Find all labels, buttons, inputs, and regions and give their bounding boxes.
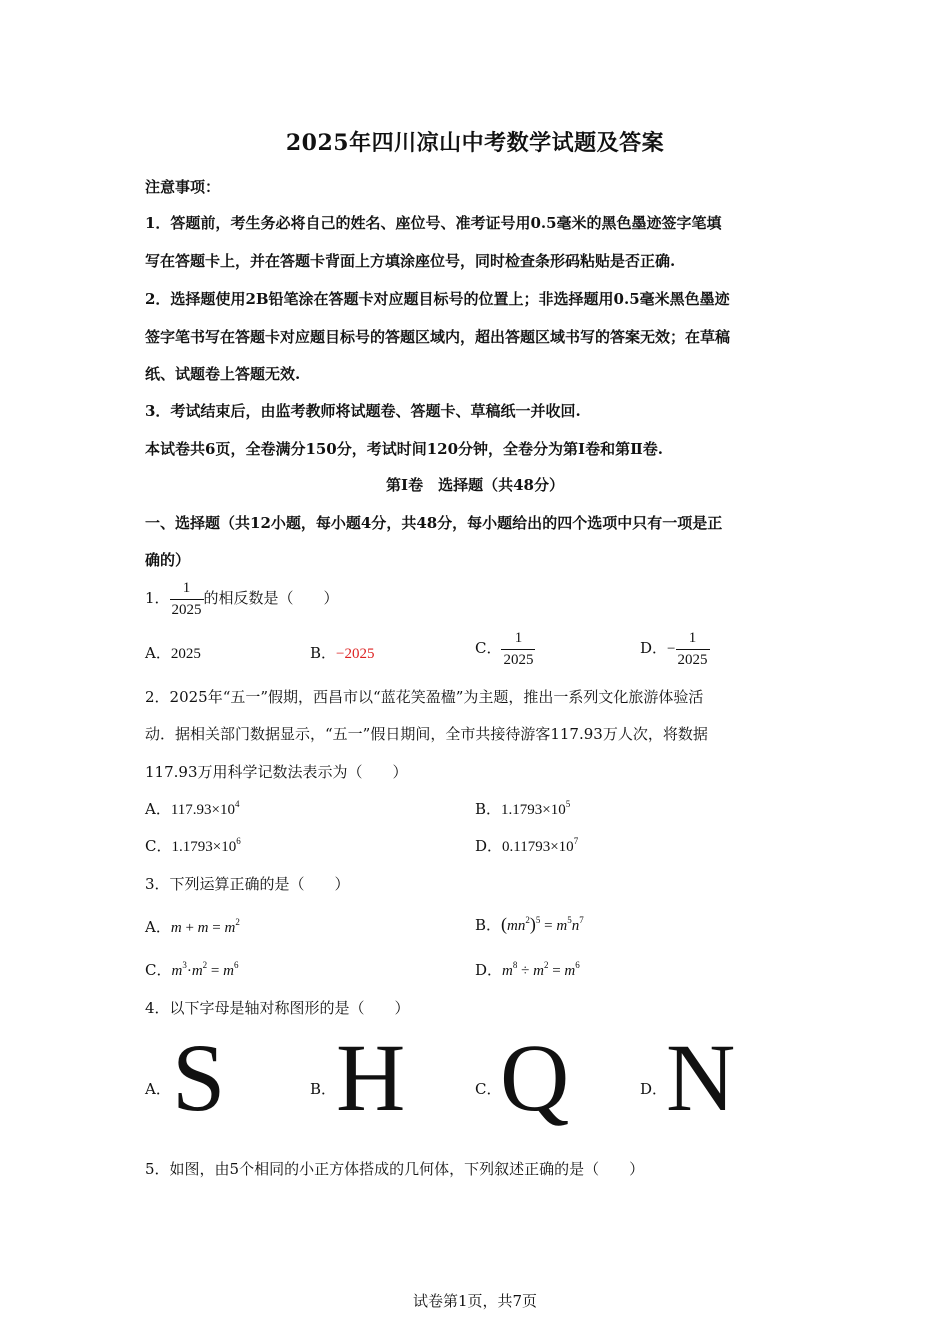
question-2-line-3: 117.93万用科学记数法表示为（ ） [145, 763, 408, 781]
q1-option-b-label: B． [310, 644, 337, 662]
q2-option-a-base: 117.93×10 [170, 802, 235, 818]
question-3: 3．下列运算正确的是（ ） [145, 875, 350, 893]
fraction-numerator: 1 [514, 630, 523, 646]
page-footer: 试卷第1页，共7页 [412, 1292, 538, 1310]
q3-option-a-expression: $m + m = m^2$ [170, 917, 240, 936]
q3-option-c-expression: $m^3\cdot m^2 = m^6$ [171, 960, 239, 979]
q2-option-d-base: 0.11793×10 [502, 839, 574, 855]
fraction-denominator: 2025 [170, 599, 204, 619]
question-1-fraction [170, 580, 204, 618]
fraction-numerator: 1 [688, 630, 697, 646]
fraction-denominator: 2025 [501, 649, 535, 669]
q4-option-d-label: D． [640, 1080, 668, 1098]
notice-line-6: 3．考试结束后，由监考教师将试题卷、答题卡、草稿纸一并收回. [145, 402, 581, 420]
q2-option-c-base: 1.1793×10 [171, 839, 237, 855]
question-4: 4．以下字母是轴对称图形的是（ ） [145, 999, 410, 1017]
q2-option-a-exponent: 4 [235, 799, 240, 809]
q2-option-d-label: D． [475, 837, 503, 855]
notice-line-5: 纸、试题卷上答题无效. [145, 365, 301, 383]
page-title: 2025年四川凉山中考数学试题及答案 [285, 130, 665, 156]
q2-option-a-label: A． [145, 800, 171, 818]
section-title: 第Ⅰ卷 选择题（共48分） [386, 476, 564, 494]
q1-option-a-label: A． [145, 644, 171, 662]
q3-option-c [145, 959, 238, 980]
q2-option-c-label: C． [145, 837, 172, 855]
question-5: 5．如图，由5个相同的小正方体搭成的几何体，下列叙述正确的是（ ） [145, 1160, 645, 1178]
q4-option-b-letter: H [336, 1024, 406, 1131]
part-one-line-1: 一、选择题（共12小题，每小题4分，共48分，每小题给出的四个选项中只有一项是正 [145, 514, 723, 532]
question-1 [145, 580, 339, 618]
q1-option-c-fraction [501, 630, 535, 668]
q2-option-d [475, 835, 578, 856]
q2-option-c-exponent: 6 [236, 836, 241, 846]
q2-option-b-exponent: 5 [565, 799, 571, 809]
question-1-text: 的相反数是（ ） [203, 589, 339, 607]
q3-option-d [475, 959, 580, 980]
q4-option-b-label: B． [310, 1080, 337, 1098]
fraction-numerator: 1 [182, 580, 191, 596]
part-one-line-2: 确的） [145, 551, 191, 569]
question-2-line-2: 动．据相关部门数据显示，“五一”假日期间，全市共接待游客117.93万人次，将数据 [145, 725, 708, 743]
notice-heading: 注意事项： [145, 178, 221, 196]
q4-option-c-letter: Q [500, 1024, 570, 1131]
q1-option-d-label: D． [640, 639, 668, 657]
q1-option-a [145, 642, 201, 663]
q1-option-c [475, 630, 535, 668]
q2-option-b-label: B． [475, 800, 502, 818]
notice-line-3: 2．选择题使用2B铅笔涂在答题卡对应题目标号的位置上；非选择题用0.5毫米黑色墨迹 [145, 290, 730, 308]
q1-option-d [640, 630, 710, 668]
question-2-line-1: 2．2025年“五一”假期，西昌市以“蓝花笑盈楹”为主题，推出一系列文化旅游体验活 [145, 688, 704, 706]
q3-option-a-label: A． [145, 918, 171, 936]
q3-option-b [475, 914, 584, 935]
q4-option-a-label: A． [145, 1080, 171, 1098]
q1-option-c-label: C． [475, 639, 502, 657]
q3-option-a [145, 916, 240, 937]
q3-option-b-expression: $(mn^2)^5 = m^5n^7$ [501, 914, 584, 934]
q3-option-c-label: C． [145, 961, 172, 979]
q3-option-d-expression: $m^8 \div m^2 = m^6$ [502, 960, 580, 979]
notice-line-2: 写在答题卡上，并在答题卡背面上方填涂座位号，同时检查条形码粘贴是否正确. [145, 252, 676, 270]
q2-option-a [145, 798, 240, 819]
q1-option-d-fraction [676, 630, 710, 668]
notice-summary: 本试卷共6页，全卷满分150分，考试时间120分钟，全卷分为第Ⅰ卷和第Ⅱ卷. [145, 440, 663, 458]
notice-line-4: 签字笔书写在答题卡对应题目标号的答题区域内，超出答题区域书写的答案无效；在草稿 [145, 328, 731, 346]
q1-option-b-value: −2025 [336, 646, 375, 662]
minus-sign: − [667, 641, 676, 657]
notice-line-1: 1．答题前，考生务必将自己的姓名、座位号、准考证号用0.5毫米的黑色墨迹签字笔填 [145, 214, 722, 232]
fraction-denominator: 2025 [676, 649, 710, 669]
q2-option-d-exponent: 7 [573, 836, 579, 846]
q3-option-b-label: B． [475, 916, 502, 934]
q2-option-b [475, 798, 570, 819]
question-1-number: 1． [145, 589, 170, 607]
q4-option-a-letter: S [172, 1024, 226, 1131]
q4-option-d-letter: N [666, 1024, 736, 1131]
q1-option-b [310, 642, 375, 663]
q3-option-d-label: D． [475, 961, 503, 979]
q2-option-c [145, 835, 241, 856]
q1-option-a-value: 2025 [170, 646, 201, 662]
q2-option-b-base: 1.1793×10 [501, 802, 566, 818]
q4-option-c-label: C． [475, 1080, 502, 1098]
